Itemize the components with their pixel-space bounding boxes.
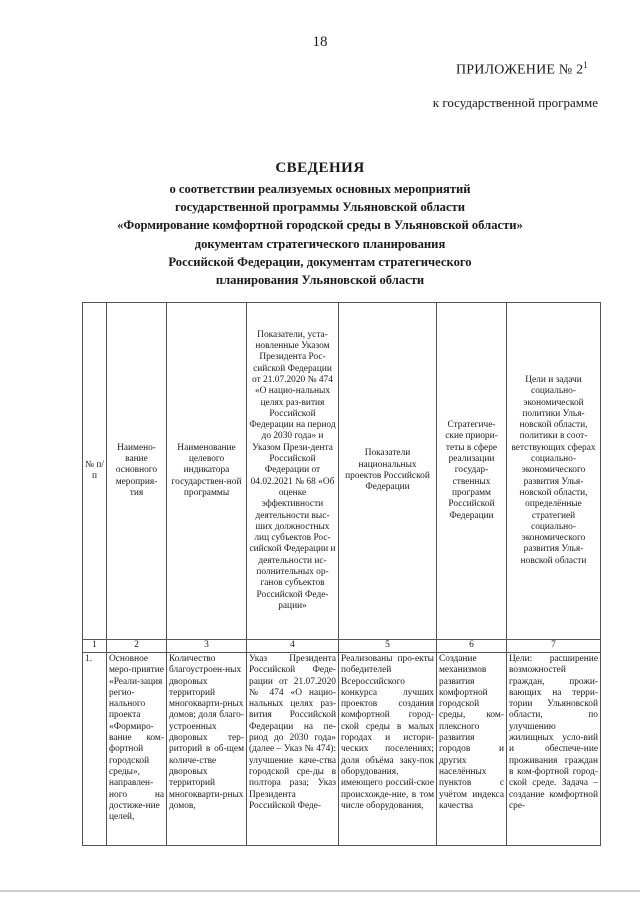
table-header-row bbox=[83, 303, 601, 640]
heading-line: государственной программы Ульяновской области bbox=[174, 200, 465, 215]
heading-title: СВЕДЕНИЯ bbox=[275, 160, 365, 176]
cell-text: Основное меро-приятие «Реали-зация регио-нального проекта «Формиро-вание ком-фортной городской среды», направлен-ного на достиже-ние целей, bbox=[109, 654, 164, 823]
cell-national-projects bbox=[339, 653, 437, 846]
header-cell-presidential-indicators: Показатели, уста-новленные Указом Президента Рос-сийской Федерации от 21.07.2020 № 474 «О нацио-нальных целях раз-вития Российской Федерации на период до 2030 года» и Указом Прези-дента Российской Федерации от 04.02.2021 № 68 «Об оценке эффективности деятельности выс-ших должностных лиц субъектов Рос-сийской Федерации и деятельности ис-полнительных ор-ганов субъектов Российской Феде-рации» bbox=[247, 303, 339, 640]
appendix-subtitle: к государственной программе bbox=[432, 95, 598, 110]
cell-indicator bbox=[167, 653, 247, 846]
header-cell-indicator: Наименование целевого индикатора государствен-ной программы bbox=[167, 303, 247, 640]
cell-text: Количество благоустроен-ных дворовых территорий многокварти-рных домов; доля благо-устроенных дворовых тер-риторий в об-щем количе-стве дворовых территорий многокварти-рных домов, bbox=[169, 654, 244, 811]
appendix-superscript: 1 bbox=[583, 60, 588, 70]
scan-edge-line bbox=[0, 890, 640, 892]
heading-line: «Формирование комфортной городской среды в Ульяновской области» bbox=[117, 218, 523, 233]
column-number-row bbox=[83, 640, 601, 653]
column-number: 3 bbox=[167, 640, 247, 653]
cell-presidential-indicators bbox=[247, 653, 339, 846]
cell-num bbox=[83, 653, 107, 846]
cell-text: Цели: расширение возможностей граждан, прожи-вающих на терри-тории Ульяновской области, по улучшению жилищных усло-вий и обеспече-ние проживания граждан в ком-фортной город-ской среде. Задача – создание комфортной сре- bbox=[509, 654, 598, 811]
page-number: 18 bbox=[312, 34, 328, 50]
cell-text: Создание механизмов развития комфортной городской среды, ком-плексного развития городов и других населённых пунктов с учётом индекса качества bbox=[439, 654, 504, 811]
cell-text: Реализованы про-екты победителей Всероссийского конкурса лучших проектов создания комфортной город-ской среды в малых городах и истори-ческих поселениях; доля объёма заку-пок оборудования, имеющего россий-ское происхожде-ние, в том числе оборудования, bbox=[341, 654, 434, 811]
column-number: 5 bbox=[339, 640, 437, 653]
cell-text: 1. bbox=[85, 654, 93, 664]
header-cell-activity: Наимено-вание основного мероприя-тия bbox=[107, 303, 167, 640]
heading-line: документам стратегического планирования bbox=[194, 236, 446, 251]
header-cell-national-projects: Показатели национальных проектов Российской Федерации bbox=[339, 303, 437, 640]
appendix-title bbox=[456, 60, 588, 79]
column-number: 6 bbox=[437, 640, 507, 653]
appendix-title-text: ПРИЛОЖЕНИЕ № 2 bbox=[456, 62, 584, 78]
heading-line: о соответствии реализуемых основных мероприятий bbox=[169, 182, 471, 196]
column-number: 4 bbox=[247, 640, 339, 653]
cell-strategic-priorities bbox=[437, 653, 507, 846]
column-number: 2 bbox=[107, 640, 167, 653]
cell-text: Указ Президента Российской Феде-рации от 21.07.2020 № 474 «О нацио-нальных целях раз-вития Российской Федерации на пе-риод до 2030 года» (далее – Указ № 474): улучшение каче-ства городской сре-ды в полтора раза; Указ Президента Российской Феде- bbox=[249, 654, 336, 811]
document-heading bbox=[0, 160, 640, 289]
correspondence-table bbox=[82, 302, 601, 846]
table-row bbox=[83, 653, 601, 846]
header-cell-strategic-priorities: Стратегиче-ские приори-теты в сфере реализации государ-ственных программ Российской Федерации bbox=[437, 303, 507, 640]
column-number: 7 bbox=[507, 640, 601, 653]
heading-line: Российской Федерации, документам стратегического bbox=[168, 254, 472, 269]
cell-regional-goals bbox=[507, 653, 601, 846]
heading-line: планирования Ульяновской области bbox=[215, 273, 425, 288]
column-number: 1 bbox=[83, 640, 107, 653]
cell-activity bbox=[107, 653, 167, 846]
header-cell-regional-goals: Цели и задачи социально-экономической политики Улья-новской области, политики в соот-ветствующих сферах социально-экономического развития Улья-новской области, определённые стратегией социально-экономического развития Улья-новской области bbox=[507, 303, 601, 640]
header-cell-num: № п/п bbox=[83, 303, 107, 640]
